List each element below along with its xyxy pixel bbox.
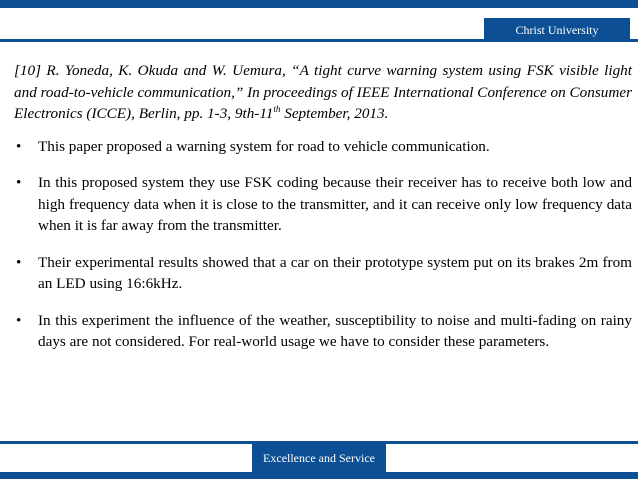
bullet-text: This paper proposed a warning system for road to vehicle communication. [38,137,490,155]
bullet-marker: • [16,174,22,191]
bullet-item [14,310,632,353]
bullet-item [14,172,632,237]
bullet-text: In this experiment the influence of the weather, susceptibility to noise and multi-fading on rainy days are not considered. For real-world usage we have to consider these parameters. [38,311,632,350]
bullet-item [14,252,632,295]
reference-superscript: th [273,104,281,114]
reference-citation [14,60,632,125]
bullet-item [14,136,632,158]
bullet-text: In this proposed system they use FSK coding because their receiver has to receive both low and high frequency data when it is close to the transmitter, and it can receive only low frequency data when it is far away from the transmitter. [38,174,632,234]
bullet-list [14,136,632,353]
header-top-strip [0,0,638,8]
reference-text-end: September, 2013. [280,105,389,122]
bullet-marker: • [16,311,22,329]
slide-content [14,60,632,368]
footer-badge: Excellence and Service [252,444,386,472]
header-badge: Christ University [484,18,630,42]
bullet-text: Their experimental results showed that a car on their prototype system put on its brakes 2m from an LED using 16:6kHz. [38,253,632,292]
header-bar [0,0,638,40]
footer-bottom-strip [0,472,638,479]
reference-text-main: [10] R. Yoneda, K. Okuda and W. Uemura, “A tight curve warning system using FSK visible light and road-to-vehicle communication,” In proceedings of IEEE International Conference on Consumer Electronics (ICCE), Berlin, pp. 1-3, 9th-11 [14,62,632,122]
bullet-marker: • [16,253,22,271]
bullet-marker: • [16,137,22,155]
